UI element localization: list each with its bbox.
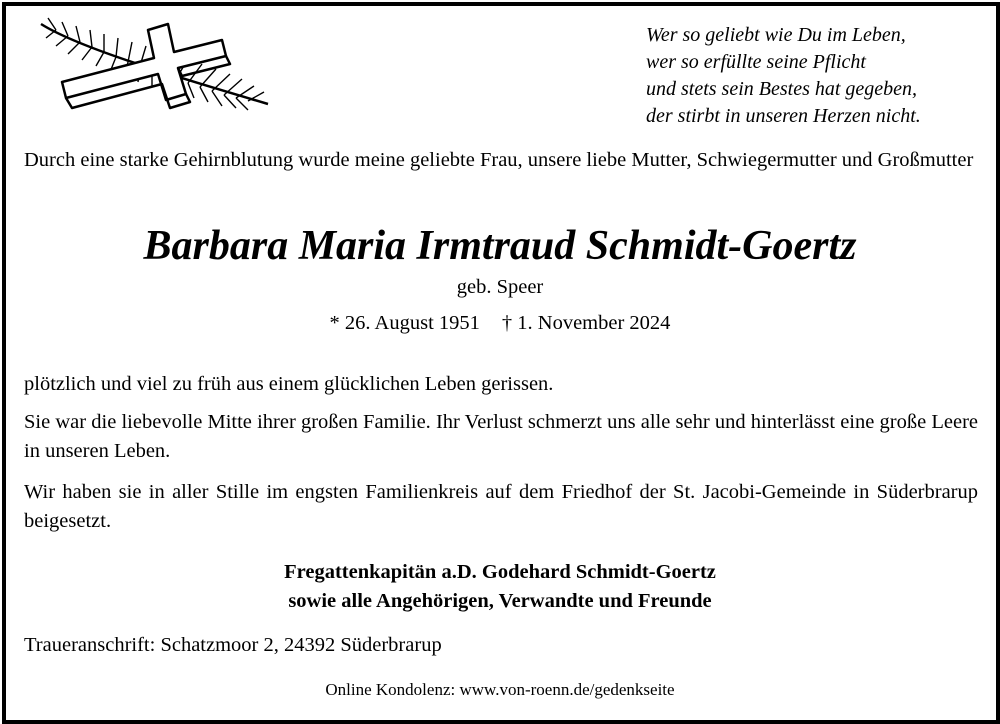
deceased-name: Barbara Maria Irmtraud Schmidt-Goertz [143, 223, 857, 269]
poem-line: der stirbt in unseren Herzen nicht. [646, 105, 921, 127]
mourning-address: Traueranschrift: Schatzmoor 2, 24392 Süderbrarup [24, 634, 442, 656]
birth-date: * 26. August 1951 [329, 312, 480, 334]
life-dates [0, 312, 1000, 335]
signer-line: sowie alle Angehörigen, Verwandte und Freunde [288, 590, 712, 612]
paragraph: plötzlich und viel zu früh aus einem glücklichen Leben gerissen. [24, 373, 554, 395]
online-condolence: Online Kondolenz: www.von-roenn.de/gedenkseite [325, 680, 675, 699]
poem-line: und stets sein Bestes hat gegeben, [646, 78, 918, 100]
signers [0, 558, 1000, 616]
birth-name: geb. Speer [456, 276, 544, 298]
poem-line: wer so erfüllte seine Pflicht [646, 51, 866, 73]
memorial-poem [646, 22, 986, 130]
paragraph: Sie war die liebevolle Mitte ihrer großen Familie. Ihr Verlust schmerzt uns alle sehr und hinterlässt eine große Leere in unseren Leben. [24, 411, 978, 462]
poem-line: Wer so geliebt wie Du im Leben, [646, 24, 906, 46]
paragraph: Wir haben sie in aller Stille im engsten Familienkreis auf dem Friedhof der St. Jacobi-Gemeinde in Süderbrarup beigesetzt. [24, 481, 978, 532]
intro-text: Durch eine starke Gehirnblutung wurde meine geliebte Frau, unsere liebe Mutter, Schwiegermutter und Großmutter [24, 149, 974, 171]
death-date: † 1. November 2024 [501, 312, 671, 334]
cross-with-palm-frond-icon [36, 16, 276, 116]
signer-line: Fregattenkapitän a.D. Godehard Schmidt-Goertz [284, 561, 716, 583]
